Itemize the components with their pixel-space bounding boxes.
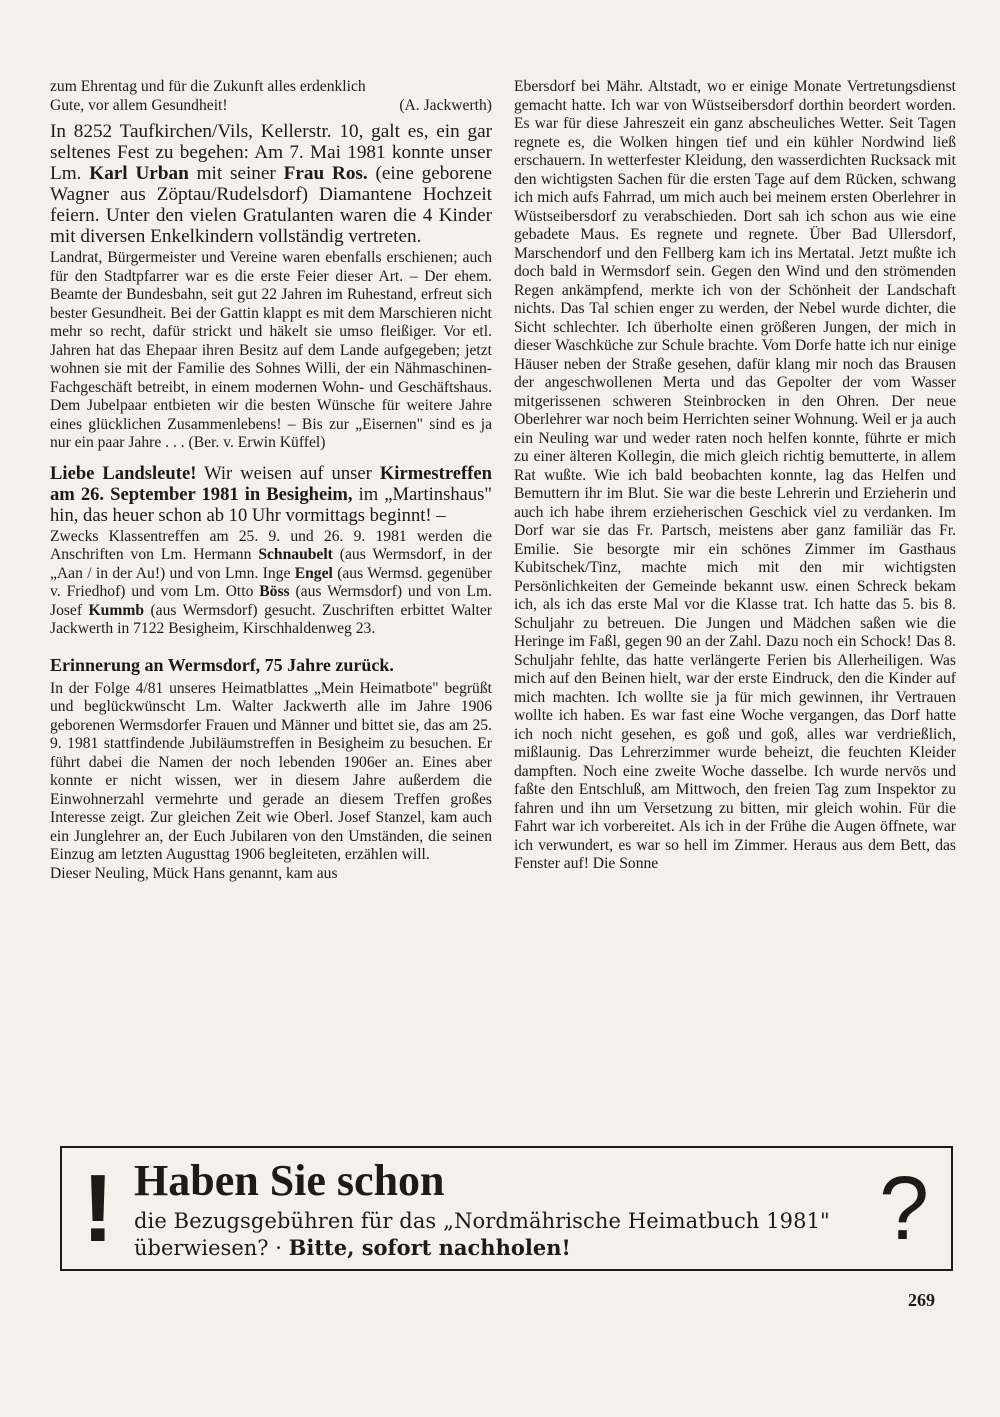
klassen-notice: Zwecks Klassentreffen am 25. 9. und 26. 9. 1981 werden die Anschriften von Lm. Hermann Schnaubelt (aus Wermsdorf, in der „Aan / in der Au!) und von Lmn. Inge Engel (aus Wermsd. gegenüber v. Friedhof) und vom Lm. Otto Böss (aus Wermsdorf) und von Lm. Josef Kummb (aus Wermsdorf) gesucht. Zuschriften erbittet Walter Jackwerth in 7122 Besigheim, Kirschhaldenweg 23. — [50, 527, 493, 637]
advert-line2: überwiesen? · Bitte, sofort nachholen! — [134, 1235, 571, 1260]
erinnerung-heading: Erinnerung an Wermsdorf, 75 Jahre zurück. — [50, 654, 394, 675]
exclamation-mark: ! — [82, 1155, 114, 1262]
intro-line2: Gute, vor allem Gesundheit! (A. Jackwerth) — [50, 96, 492, 114]
intro-line1: zum Ehrentag und für die Zukunft alles erdenklich — [50, 78, 366, 95]
advert-title: Haben Sie schon — [134, 1156, 445, 1205]
advert-box — [60, 1146, 953, 1271]
right-column-text: Ebersdorf bei Mähr. Altstadt, wo er einige Monate Vertretungsdienst gemacht hatte. Ich war von Wüstseibersdorf dorthin beordert worden. Es war für diese Jahreszeit ein ganz abscheuliches Wetter. Seit Tagen regnete es, die Wolken hingen tief und ein kühler Nordwind ließ erschauern. In wetterfester Kleidung, den wasserdichten Rucksack mit den wichtigsten Sachen für die ersten Tage auf dem Rücken, schwang ich mich aufs Fahrrad, um mich auch bei meinem ersten Oberlehrer in Wüstseibersdorf zu verabschieden. Dort sah ich schon aus wie eine gebadete Maus. Es regnete und regnete. Über Bad Ullersdorf, Marschendorf und den Fellberg kam ich ins Mertatal. Jetzt mußte ich doch bald in Wermsdorf sein. Gegen den Wind und den strömenden Regen ankämpfend, merkte ich von der Schönheit der Landschaft nichts. Das Tal schien enger zu werden, der Nebel wurde dichter, die Sicht schlechter. Ich überholte einen größeren Jungen, der mich in dieser Waschküche zur Schule brachte. Vom Dorfe hatte ich nur einige Häuser neben der Straße gesehen, dafür klang mir noch das Brausen der angeschwollenen Merta und das Gepolter der vom Wasser mitgerissenen schweren Steinbrocken in den Ohren. Der neue Oberlehrer war noch beim Herrichten seiner Wohnung. Weil er ja auch ein Neuling war und weder raten noch helfen konnte, führte er mich zu einer älteren Kollegin, die mich gleich richtig bemutterte, in allem Rat wußte. Wie ich bald beobachten konnte, lag das Helfen und Bemuttern ihr im Blut. Sie war die beste Lehrerin und Erzieherin und auch ich habe ihrem erzieherischen Geschick viel zu verdanken. Im Dorf war sie das Fr. Partsch, meistens aber ganz familiär das Fr. Emilie. Sie besorgte mir ein schönes Zimmer im Gasthaus Kubitschek/Tinz, machte mich mit den mir wichtigsten Persönlichkeiten der Gemeinde bekannt usw. einen Schreck bekam ich, als ich das erste Mal vor die Klasse trat. Ich hatte das 5. bis 8. Schuljahr zu betreuen. Die Jungen und Mädchen saßen wie die Heringe im Faßl, gegen 90 an der Zahl. Dazu noch ein Schock! Das 8. Schuljahr fehlte, das hatte verlängerte Ferien bis Allerheiligen. Was mich auf den Beinen hielt, war der erste Eindruck, den die Kinder auf mich machten. Ich wollte sie ja für mich gewinnen, ihr Vertrauen wollte ich haben. Es war fast eine Woche vergangen, das Dorf hatte ich noch nicht gesehen, es goß und goß, alles war verdrießlich, mißlaunig. Das Lehrerzimmer wurde beheizt, die feuchten Kleider dampften. Noch eine zweite Woche dasselbe. Ich wurde nervös und faßte den Entschluß, am Mittwoch, den freien Tag zum Inspektor zu fahren und ihn um Versetzung zu bitten, mir gleich wohin. Für die Fahrt war ich vorbereitet. Als ich in der Frühe die Augen öffnete, war ich verwundert, es war so hell im Zimmer. Heraus aus dem Bett, das Fenster auf! Die Sonne — [514, 78, 956, 872]
erinnerung-tail: Dieser Neuling, Mück Hans genannt, kam aus — [50, 864, 338, 882]
question-mark: ? — [878, 1159, 929, 1259]
urban-body: Landrat, Bürgermeister und Vereine waren ebenfalls erschienen; auch für den Stadtpfarrer war es die erste Feier dieser Art. – Der ehem. Beamte der Bundesbahn, seit gut 22 Jahren im Ruhestand, erfreut sich bester Gesundheit. Bei der Gattin klappt es mit dem Marschieren nicht mehr so recht, dafür strickt und häkelt sie umso fleißiger. Vor etl. Jahren hat das Ehepaar ihren Besitz auf dem Lande aufgegeben; jetzt wohnen sie mit der Familie des Sohnes Willi, der ein Nähmaschinen-Fachgeschäft betreibt, in einem modernen Wohn- und Geschäftshaus. Dem Jubelpaar entbieten wir die besten Wünsche für weitere Jahre eines glücklichen Zusammenlebens! – Bis zur „Eisernen" sind es ja nur ein paar Jahre . . . (Ber. v. Erwin Küffel) — [50, 249, 492, 451]
page-number: 269 — [908, 1290, 935, 1310]
urban-wife: Frau Ros. — [283, 163, 368, 184]
urban-announcement: In 8252 Taufkirchen/Vils, Kellerstr. 10, galt es, ein gar seltenes Fest zu begehen: Am 7. Mai 1981 konnte unser Lm. Karl Urban mit seiner Frau Ros. (eine geborene Wagner aus Zöptau/Rudelsdorf) Diamantene Hochzeit feiern. Unter den vielen Gratulanten waren die 4 Kinder mit diversen Enkelkindern vollständig vertreten. — [50, 121, 492, 247]
erinnerung-body: In der Folge 4/81 unseres Heimatblattes „Mein Heimatbote" begrüßt und beglückwünscht Lm. Walter Jackwerth alle im Jahre 1906 geborenen Wermsdorfer Frauen und Männer und bittet sie, das am 25. 9. 1981 stattfindende Jubiläumstreffen in Besigheim zu besuchen. Er führt dabei die Namen der noch lebenden 1906er an. Eines aber konnte er nicht wissen, wer in diesem Jahre außerdem die Einwohnerzahl vermehrte und gerade an diesem Treffen großes Interesse zeigt. Zur gleichen Zeit wie Oberl. Josef Stanzel, kam auch ein Junglehrer an, der Euch Jubilaren von den Umständen, die seinen Einzug am letzten Augusttag 1906 begleiteten, erzählen will. — [50, 679, 492, 863]
kirmes-announcement: Liebe Landsleute! Wir weisen auf unser Kirmestreffen am 26. September 1981 in Besigheim, im „Martinshaus" hin, das heuer schon ab 10 Uhr vormittags beginnt! – — [50, 462, 493, 526]
right-column — [514, 78, 956, 874]
urban-name: Karl Urban — [89, 163, 189, 184]
advert-line1: die Bezugsgebühren für das „Nordmährische Heimatbuch 1981" — [134, 1209, 830, 1233]
intro-signature: (A. Jackwerth) — [399, 96, 492, 114]
kirmes-date: Kirmestreffen am 26. September 1981 in Besigheim, — [50, 462, 493, 505]
advert-cta: Bitte, sofort nachholen! — [288, 1235, 571, 1260]
left-column — [50, 78, 492, 883]
